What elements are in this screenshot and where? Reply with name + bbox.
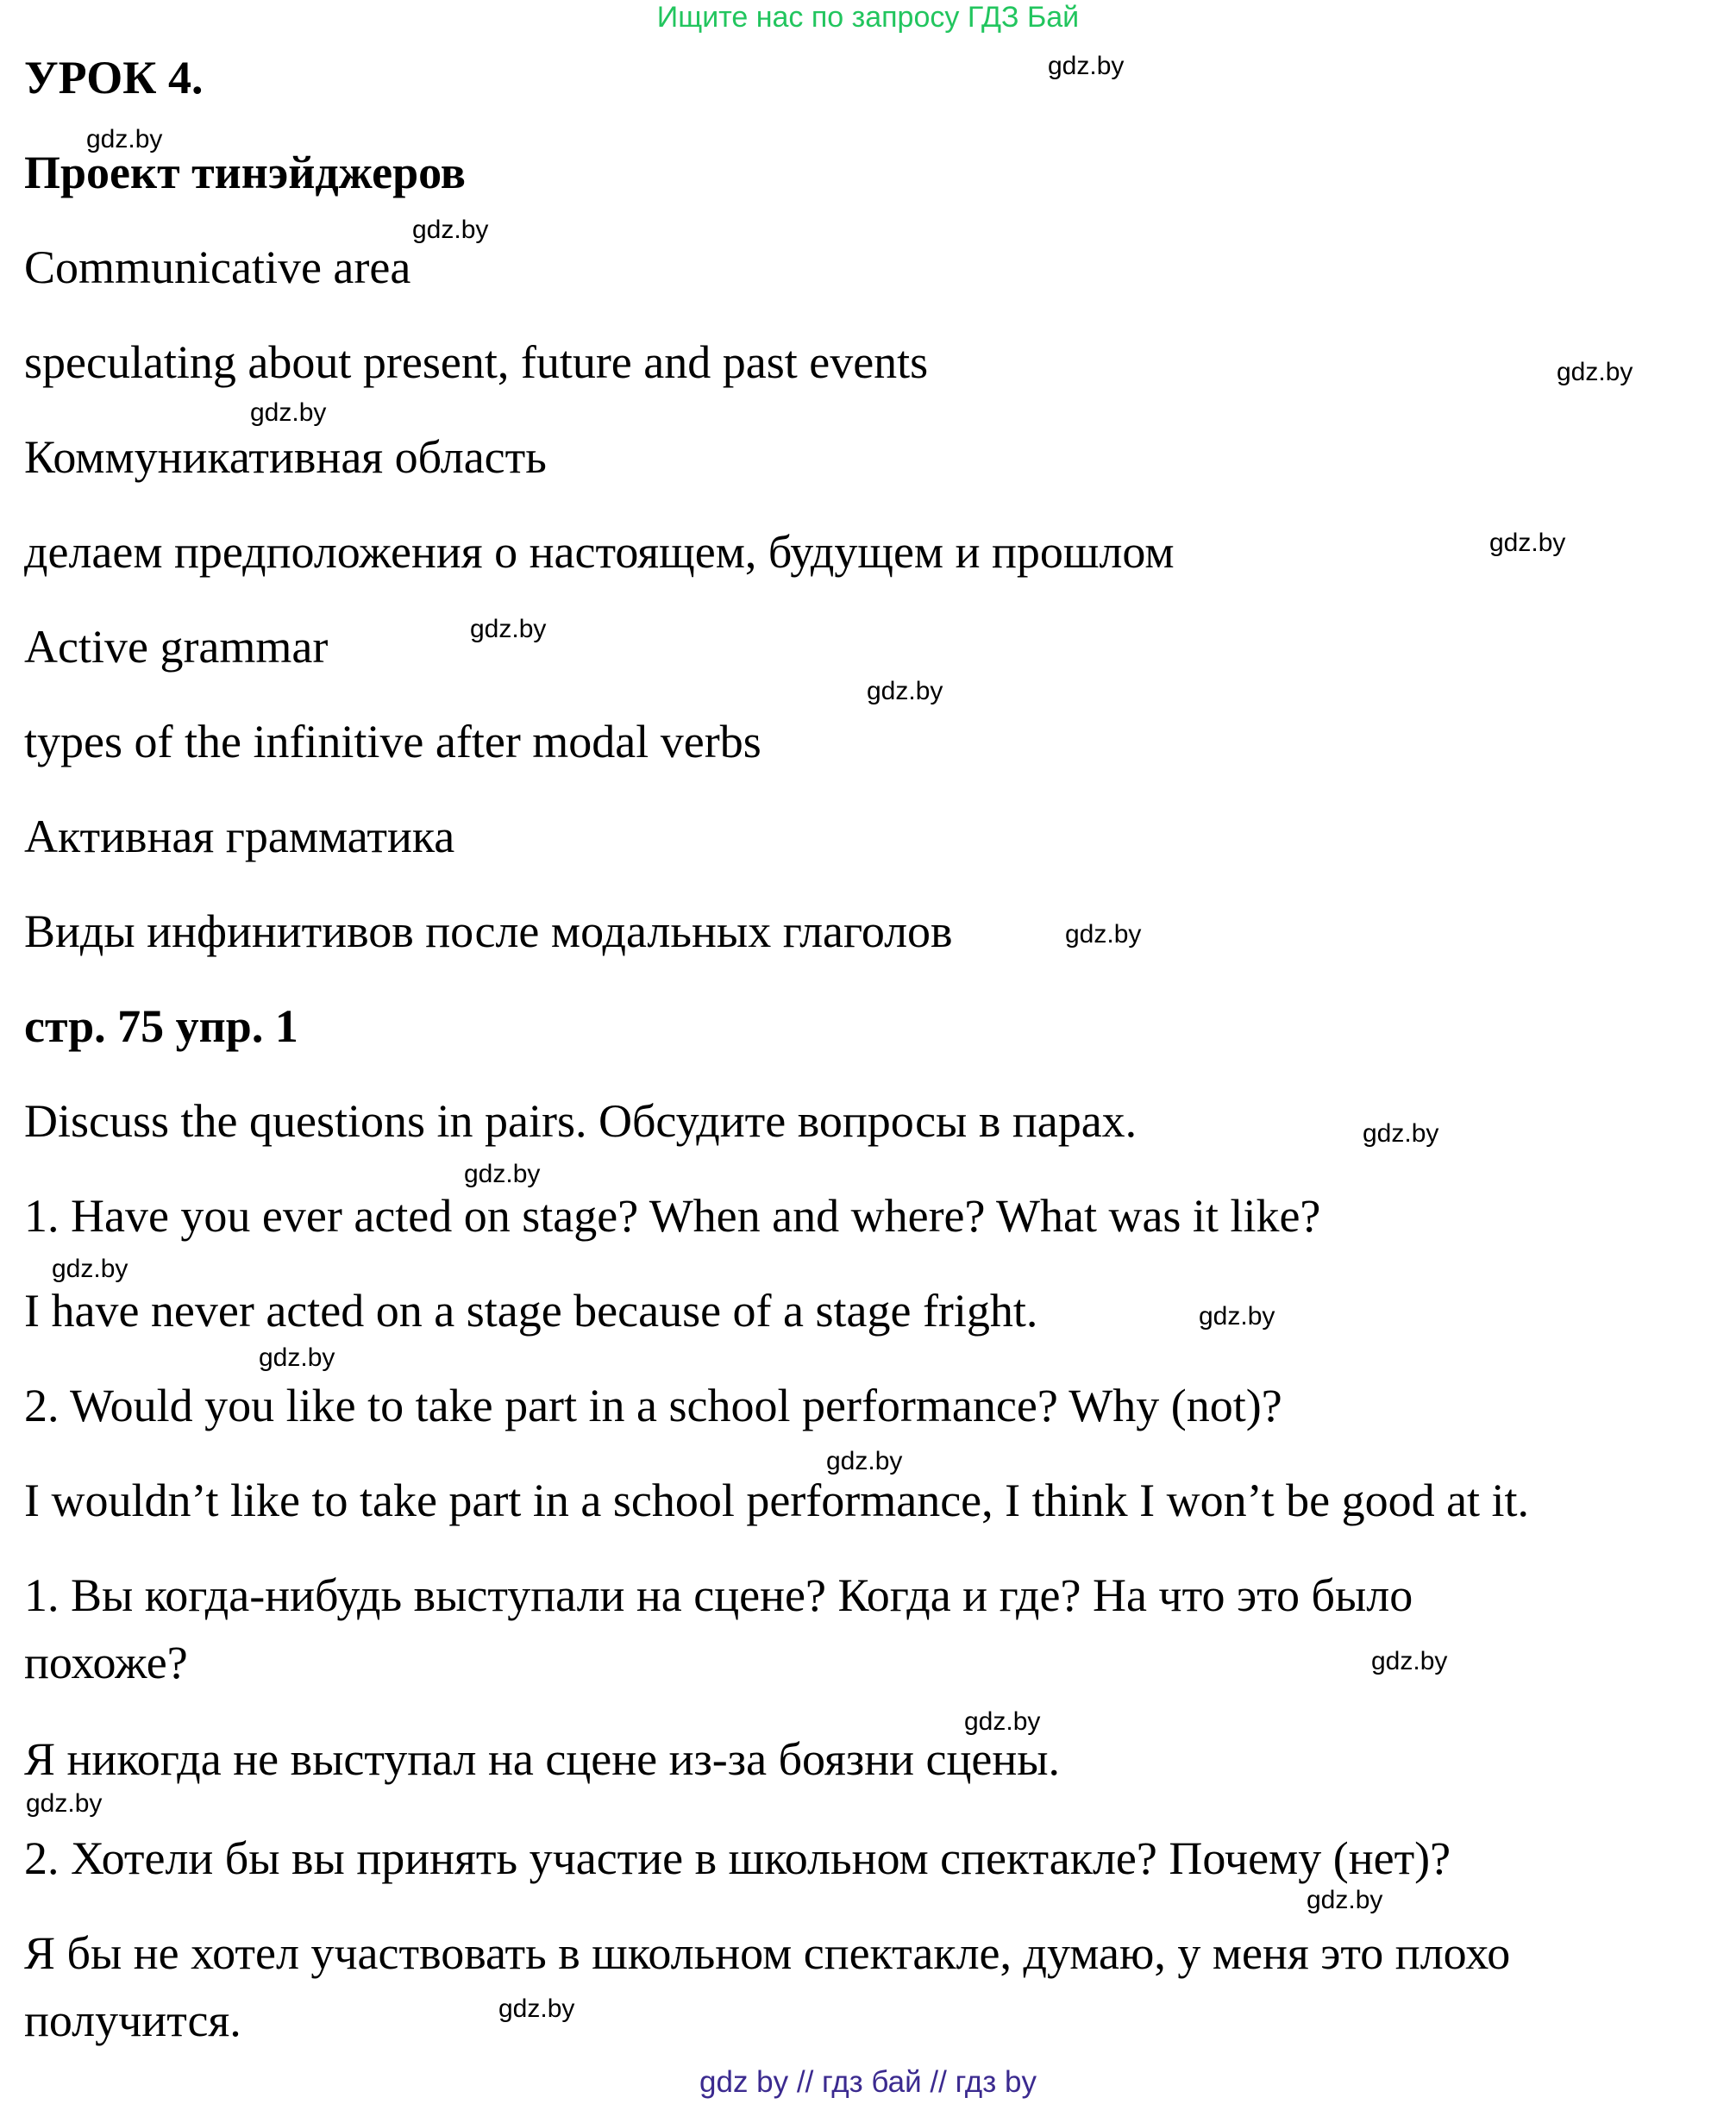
active-grammar-text-ru: Виды инфинитивов после модальных глаголов: [24, 905, 953, 957]
watermark: gdz.by: [1199, 1302, 1275, 1331]
answer-2-ru-line-1: Я бы не хотел участвовать в школьном спектакле, думаю, у меня это плохо: [24, 1927, 1511, 1979]
watermark: gdz.by: [52, 1255, 128, 1283]
question-2: 2. Would you like to take part in a school performance? Why (not)?: [24, 1380, 1282, 1431]
watermark: gdz.by: [250, 398, 327, 427]
communicative-area-label: Communicative area: [24, 241, 411, 293]
answer-2-ru-line-2: получится.: [24, 1994, 241, 2046]
watermark: gdz.by: [1307, 1886, 1383, 1914]
watermark: gdz.by: [259, 1343, 335, 1372]
watermark: gdz.by: [464, 1160, 541, 1188]
question-1: 1. Have you ever acted on stage? When and where? What was it like?: [24, 1190, 1321, 1242]
watermark: gdz.by: [1065, 920, 1142, 949]
footer-links: gdz by // гдз бай // гдз by: [699, 2065, 1037, 2099]
lesson-title: УРОК 4.: [24, 52, 204, 103]
question-1-ru-line-1: 1. Вы когда-нибудь выступали на сцене? Когда и где? На что это было: [24, 1569, 1413, 1621]
watermark: gdz.by: [1489, 529, 1566, 557]
watermark: gdz.by: [86, 125, 163, 153]
lesson-subtitle: Проект тинэйджеров: [24, 147, 466, 198]
question-2-ru: 2. Хотели бы вы принять участие в школьном спектакле? Почему (нет)?: [24, 1832, 1451, 1884]
communicative-area-label-ru: Коммуникативная область: [24, 431, 547, 483]
watermark: gdz.by: [1371, 1647, 1448, 1675]
answer-1-ru: Я никогда не выступал на сцене из-за боязни сцены.: [24, 1733, 1060, 1785]
active-grammar-label: Active grammar: [24, 621, 329, 673]
exercise-instruction: Discuss the questions in pairs. Обсудите вопросы в парах.: [24, 1095, 1137, 1147]
watermark: gdz.by: [412, 216, 489, 244]
watermark: gdz.by: [1363, 1119, 1439, 1148]
watermark: gdz.by: [964, 1707, 1041, 1736]
watermark: gdz.by: [1557, 358, 1633, 386]
watermark: gdz.by: [1048, 52, 1125, 80]
question-1-ru-line-2: похоже?: [24, 1637, 188, 1688]
watermark: gdz.by: [470, 615, 547, 643]
communicative-area-text-ru: делаем предположения о настоящем, будущем и прошлом: [24, 526, 1175, 578]
watermark: gdz.by: [867, 677, 943, 705]
answer-2: I wouldn’t like to take part in a school performance, I think I won’t be good at it.: [24, 1475, 1530, 1526]
communicative-area-text: speculating about present, future and past events: [24, 336, 929, 388]
watermark: gdz.by: [498, 1994, 575, 2023]
active-grammar-label-ru: Активная грамматика: [24, 811, 455, 862]
active-grammar-text: types of the infinitive after modal verbs: [24, 716, 761, 767]
answer-1: I have never acted on a stage because of a stage fright.: [24, 1285, 1038, 1337]
watermark: gdz.by: [826, 1447, 903, 1475]
search-banner: Ищите нас по запросу ГДЗ Бай: [656, 1, 1080, 34]
exercise-heading: стр. 75 упр. 1: [24, 1000, 298, 1052]
watermark: gdz.by: [26, 1789, 103, 1818]
